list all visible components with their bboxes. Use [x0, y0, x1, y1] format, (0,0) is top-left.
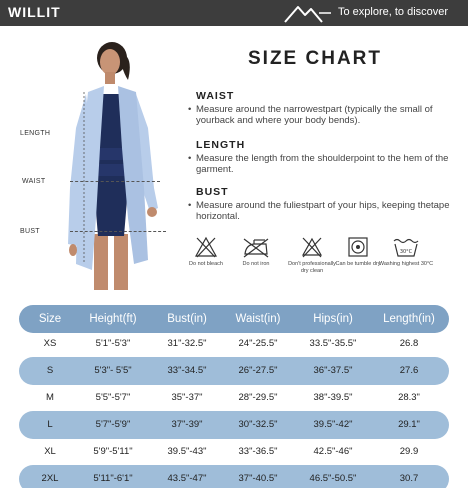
- bust-measure-line: [70, 231, 166, 232]
- table-cell: 33"-36.5": [238, 446, 278, 457]
- table-cell: 27.6: [399, 365, 419, 376]
- table-cell: 37"-40.5": [238, 473, 278, 484]
- table-cell: 5'7"-5'9": [95, 419, 131, 430]
- table-cell: 36"-37.5": [313, 365, 353, 376]
- table-cell: 42.5"-46": [313, 446, 353, 457]
- instruction-text: • Measure the length from the shoulderpoint to the hem of the garment.: [188, 153, 450, 175]
- table-row: [19, 465, 449, 488]
- care-label: Washing highest 30°C: [378, 261, 434, 267]
- table-cell: 35"-37": [171, 392, 203, 403]
- instruction-heading: WAIST: [196, 90, 235, 102]
- brand-logo: WILLIT: [8, 4, 61, 20]
- instruction-waist: [188, 90, 450, 126]
- table-header-row: [19, 305, 449, 333]
- table-row: [19, 330, 449, 358]
- page-title: SIZE CHART: [248, 48, 382, 69]
- table-header: Hips(in): [313, 313, 353, 325]
- table-header: Length(in): [383, 313, 435, 325]
- table-cell: M: [46, 392, 54, 403]
- table-cell: 5'9"-5'11": [93, 446, 133, 457]
- care-washing: [378, 236, 434, 268]
- washing-icon: [392, 236, 420, 258]
- table-cell: 5'3"- 5'5": [94, 365, 132, 376]
- table-cell: 43.5"-47": [167, 473, 207, 484]
- table-cell: 39.5"-43": [167, 446, 207, 457]
- table-cell: 38"-39.5": [313, 392, 353, 403]
- table-cell: 37"-39": [171, 419, 203, 430]
- waist-label: WAIST: [22, 178, 46, 185]
- table-cell: 5'11"-6'1": [93, 473, 133, 484]
- table-cell: 5'5"-5'7": [95, 392, 131, 403]
- care-label: Don't professionally dry clean: [288, 261, 336, 274]
- table-cell: XL: [44, 446, 56, 457]
- table-header: Size: [38, 313, 62, 325]
- table-header: Waist(in): [235, 313, 281, 325]
- do-not-dry-clean-icon: [300, 236, 324, 258]
- table-row: [19, 411, 449, 439]
- header-bar: [0, 0, 468, 26]
- washing-temp: 30°C: [399, 249, 413, 255]
- table-cell: 5'1"-5'3": [95, 338, 131, 349]
- waist-measure-line: [70, 181, 160, 182]
- care-label: Do not iron: [242, 261, 270, 267]
- instruction-length: [188, 139, 450, 175]
- table-cell: 33"-34.5": [167, 365, 207, 376]
- table-cell: 24"-25.5": [238, 338, 278, 349]
- do-not-bleach-icon: [194, 236, 218, 258]
- table-cell: 29.9: [399, 446, 419, 457]
- table-row: [19, 357, 449, 385]
- bust-label: BUST: [20, 228, 40, 235]
- table-cell: 2XL: [41, 473, 59, 484]
- length-label: LENGTH: [20, 130, 51, 137]
- care-label: Can be tumble dry: [335, 261, 381, 267]
- care-label: Do not bleach: [189, 261, 223, 267]
- tumble-dry-icon: [347, 236, 369, 258]
- table-header: Bust(in): [167, 313, 207, 325]
- table-cell: 31"-32.5": [167, 338, 207, 349]
- do-not-iron-icon: [241, 236, 271, 258]
- instruction-bust: [188, 186, 450, 222]
- care-do-not-iron: [228, 236, 284, 268]
- table-cell: 30.7: [399, 473, 419, 484]
- model-photo: [48, 38, 176, 290]
- table-cell: 28"-29.5": [238, 392, 278, 403]
- table-cell: 28.3": [398, 392, 420, 403]
- tagline: To explore, to discover: [338, 6, 449, 18]
- instruction-text: • Measure around the fuliestpart of your hips, keeping thetape horizontal.: [188, 200, 450, 222]
- care-do-not-bleach: [178, 236, 234, 268]
- table-header: Height(ft): [89, 313, 137, 325]
- table-cell: 26"-27.5": [238, 365, 278, 376]
- table-row: [19, 438, 449, 466]
- table-cell: 30"-32.5": [238, 419, 278, 430]
- table-cell: 46.5"-50.5": [309, 473, 357, 484]
- instruction-heading: LENGTH: [196, 139, 246, 151]
- instruction-heading: BUST: [196, 186, 229, 198]
- table-cell: 26.8: [399, 338, 419, 349]
- table-cell: S: [46, 365, 54, 376]
- table-cell: XS: [43, 338, 57, 349]
- table-cell: 29.1": [398, 419, 420, 430]
- table-cell: 39.5"-42": [313, 419, 353, 430]
- table-cell: 33.5"-35.5": [309, 338, 357, 349]
- table-row: [19, 384, 449, 412]
- table-cell: L: [47, 419, 53, 430]
- instruction-text: • Measure around the narrowestpart (typically the small of yourback and where your body bends).: [188, 104, 450, 126]
- mountain-icon: [284, 3, 332, 23]
